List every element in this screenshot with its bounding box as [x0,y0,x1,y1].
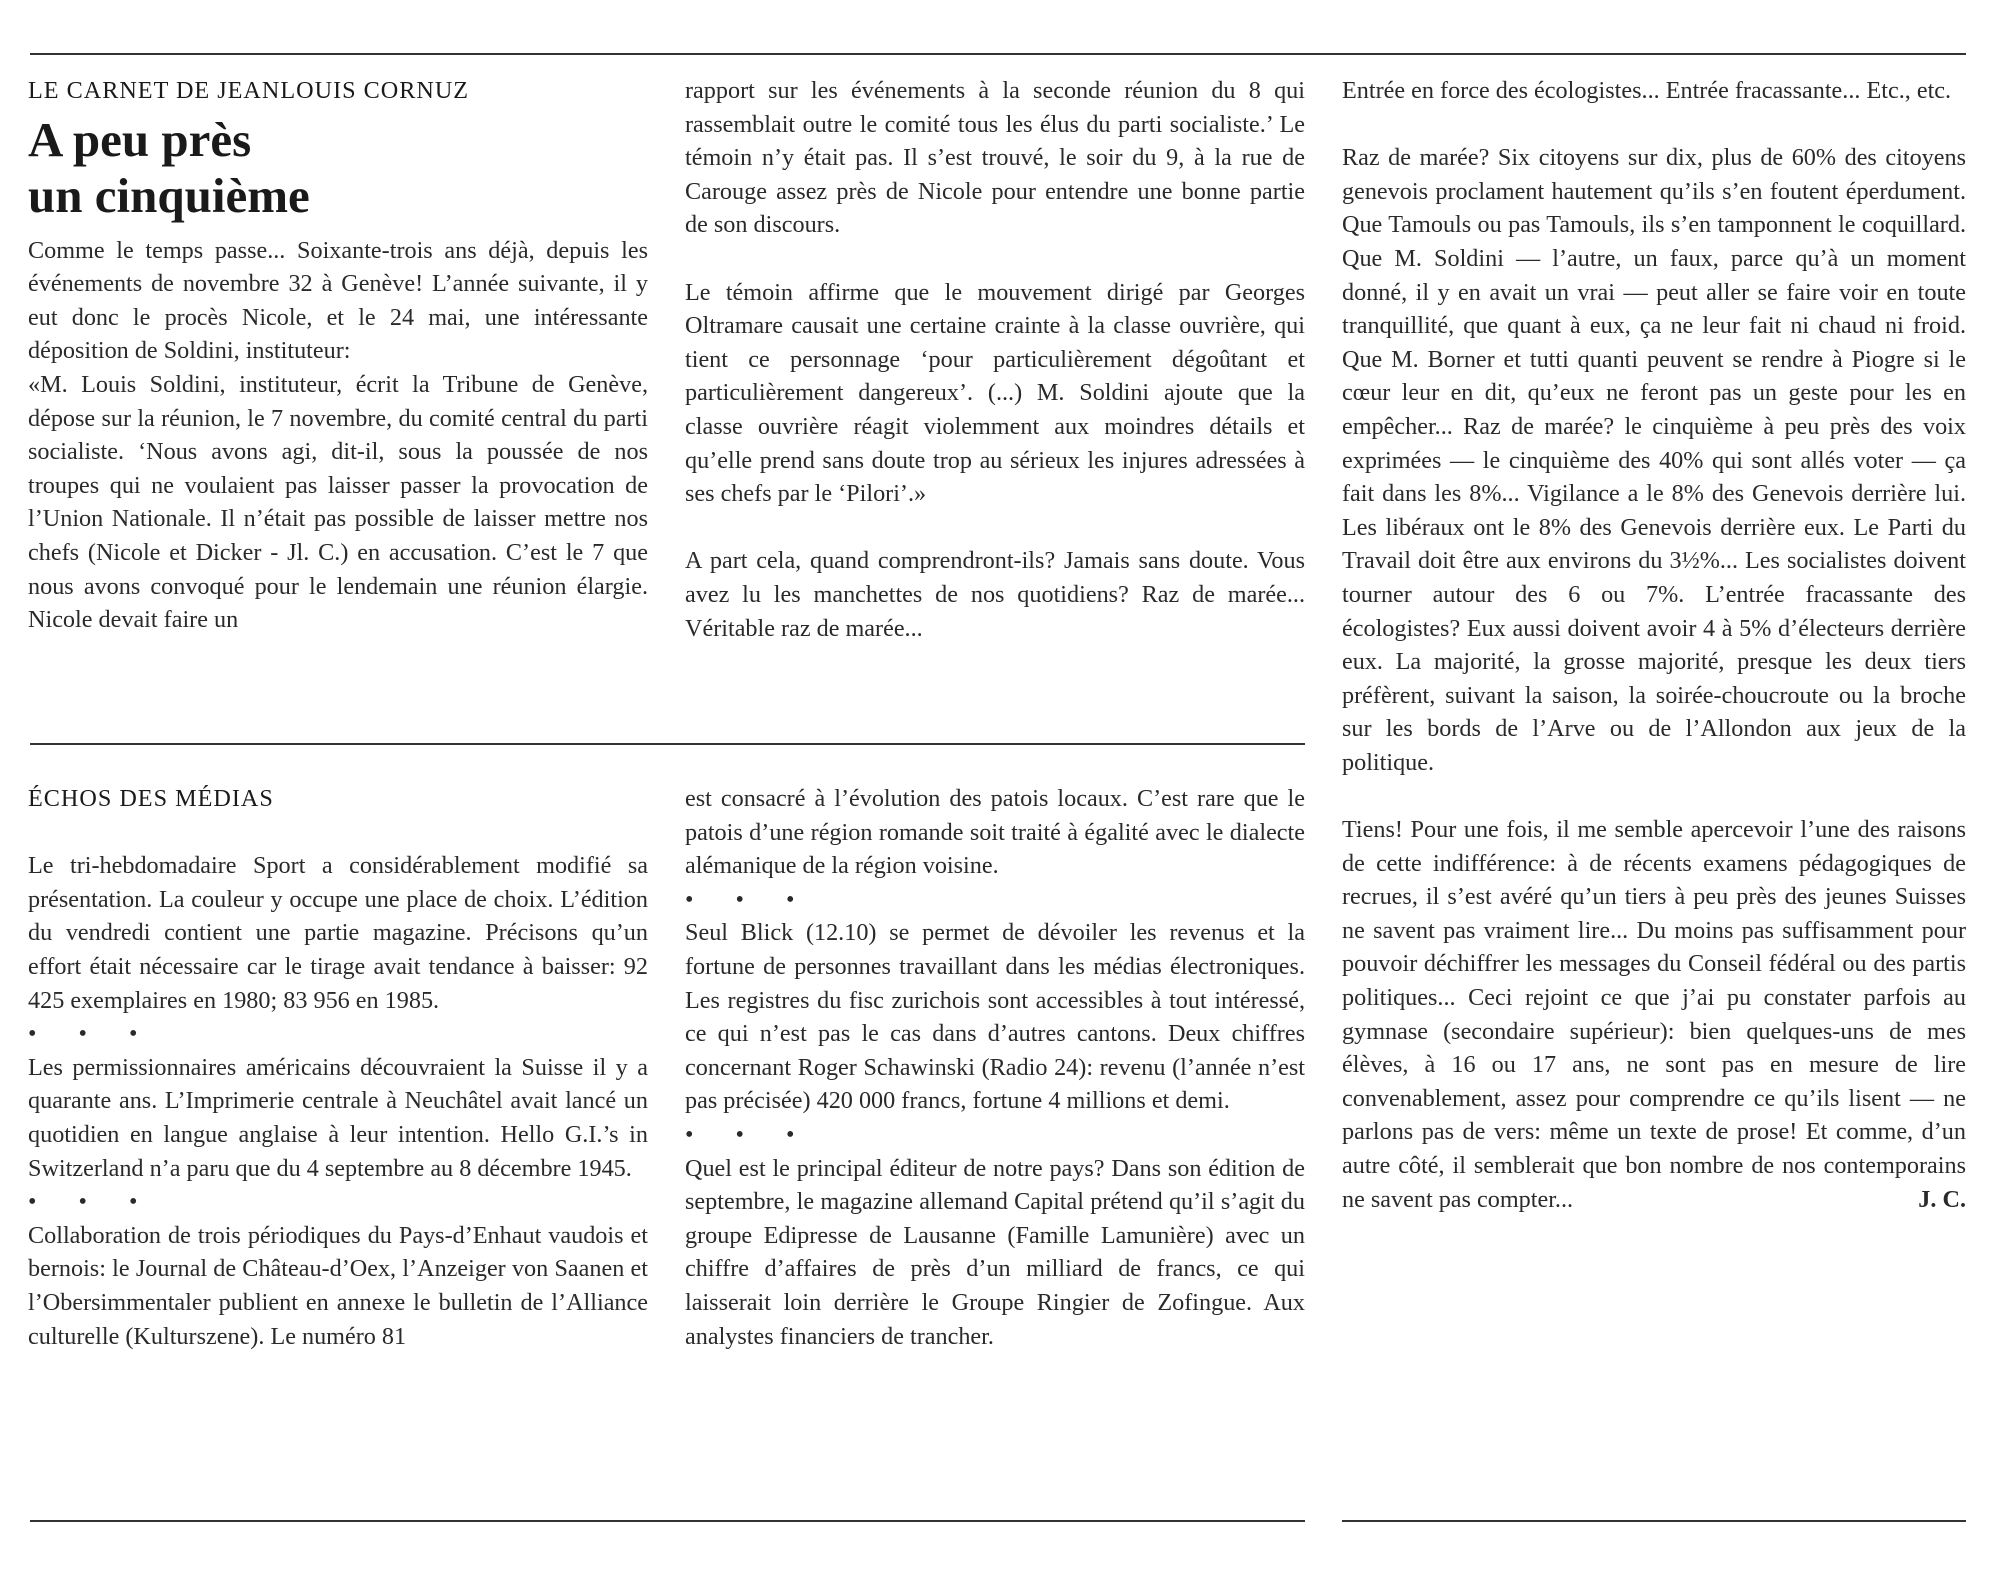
signature: J. C. [1918,1185,1966,1213]
bottom-rule-left [30,1520,1305,1522]
paragraph: rapport sur les événements à la seconde réunion du 8 qui rassemblait outre le comité tous les élus du parti socialiste.’ Le témoin n’y était pas. Il s’est trouvé, le soir du 9, à la rue de Carouge assez près de Nicole pour entendre une bonne partie de son discours. [685,77,1305,239]
separator-stars: • • • [685,1120,813,1148]
carnet-headline: A peu près un cinquième [28,111,310,223]
paragraph: Les permissionnaires américains découvraient la Suisse il y a quarante ans. L’Imprimerie centrale à Neuchâtel avait lancé un quotidien en langue anglaise à leur intention. Hello G.I.’s in Switzerland n’a paru que du 4 septembre au 8 décembre 1945. [28,1053,648,1182]
paragraph: Raz de marée? Six citoyens sur dix, plus de 60% des citoyens genevois proclament hautement qu’ils s’en foutent éperdument. Que Tamouls ou pas Tamouls, ils s’en tamponnent le coquillard. Que M. Soldini — l’autre, un faux, parce qu’à un moment donné, il y en avait un vrai — peut aller se faire voir en toute tranquillité, que quant à eux, ça ne leur fait ni chaud ni froid. Que M. Borner et tutti quanti peuvent se rendre à Piogre si le cœur leur en dit, qu’eux ne feront pas un geste pour les en empêcher... Raz de marée? le cinquième à peu près des voix exprimées — le cinquième des 40% qui sont allés voter — ça fait dans les 8%... Vigilance a le 8% des Genevois derrière lui. Les libéraux ont le 8% des Genevois derrière eux. Le Parti du Travail doit être aux environs du 3½%... Les socialistes doivent tourner autour des 6 ou 7%. L’entrée fracassante des écologistes? Eux aussi doivent avoir 4 à 5% d’électeurs derrière eux. La majorité, la grosse majorité, presque les deux tiers préfèrent, suivant la saison, la soirée-choucroute ou la broche sur les bords de l’Arve ou de l’Allondon aux jeux de la politique. [1342,144,1966,776]
carnet-column-1 [28,74,648,637]
paragraph: Collaboration de trois périodiques du Pays-d’Enhaut vaudois et bernois: le Journal de Château-d’Oex, l’Anzeiger von Saanen et l’Obersimmentaler publient en annexe le bulletin de l’Alliance culturelle (Kulturszene). Le numéro 81 [28,1221,648,1350]
top-rule [30,53,1966,55]
echos-kicker: ÉCHOS DES MÉDIAS [28,785,274,812]
paragraph: Le tri-hebdomadaire Sport a considérablement modifié sa présentation. La couleur y occupe une place de choix. L’édition du vendredi contient une partie magazine. Précisons qu’un effort était nécessaire car le tirage avait tendance à baisser: 92 425 exemplaires en 1980; 83 956 en 1985. [28,852,648,1014]
middle-rule [30,743,1305,745]
paragraph: A part cela, quand comprendront-ils? Jamais sans doute. Vous avez lu les manchettes de nos quotidiens? Raz de marée... Véritable raz de marée... [685,547,1305,642]
paragraph: Quel est le principal éditeur de notre pays? Dans son édition de septembre, le magazine allemand Capital prétend qu’il s’agit du groupe Edipresse de Lausanne (Famille Lamunière) avec un chiffre d’affaires de près d’un milliard de francs, ce qui laisserait loin derrière le Groupe Ringier de Zofingue. Aux analystes financiers de trancher. [685,1154,1305,1350]
paragraph: Le témoin affirme que le mouvement dirigé par Georges Oltramare causait une certaine crainte à la classe ouvrière, qui tient ce personnage ‘pour particulièrement dégoûtant et particulièrement dangereux’. (...) M. Soldini ajoute que la classe ouvrière réagit violemment aux moindres détails et qu’elle prend sans doute trop au sérieux les injures adressées à ses chefs par le ‘Pilori’.» [685,278,1305,508]
paragraph: Tiens! Pour une fois, il me semble apercevoir l’une des raisons de cette indifférence: à de récents examens pédagogiques de recrues, il s’est avéré qu’un tiers à peu près des jeunes Suisses ne savent pas vraiment lire... Du moins pas suffisamment pour pouvoir déchiffrer les messages du Conseil fédéral ou des partis politiques... Ceci rejoint ce que j’ai pu constater parfois au gymnase (secondaire supérieur): bien quelques-uns de mes élèves, à 16 ou 17 ans, ne sont pas en mesure de lire convenablement, assez pour comprendre ce qu’ils lisent — ne parlons pas de vers: même un texte de prose! Et comme, d’un autre côté, il semblerait que bon nombre de nos contemporains ne savent pas compter... J. C. [1342,813,1966,1216]
echos-column-1 [28,782,648,1353]
carnet-column-2 [685,74,1305,645]
carnet-column-3 [1342,74,1966,1216]
paragraph: Comme le temps passe... Soixante-trois ans déjà, depuis les événements de novembre 32 à Genève! L’année suivante, il y eut donc le procès Nicole, et le 24 mai, une intéressante déposition de Soldini, instituteur: [28,236,648,365]
paragraph: «M. Louis Soldini, instituteur, écrit la Tribune de Genève, dépose sur la réunion, le 7 novembre, du comité central du parti socialiste. ‘Nous avons agi, dit-il, sous la poussée de nos troupes qui ne voulaient pas laisser passer la provocation de l’Union Nationale. Il n’était pas possible de laisser mettre nos chefs (Nicole et Dicker - Jl. C.) en accusation. C’est le 7 que nous avons convoqué pour le lendemain une réunion élargie. Nicole devait faire un [28,370,648,634]
separator-stars: • • • [28,1020,156,1048]
paragraph: Entrée en force des écologistes... Entrée fracassante... Etc., etc. [1342,77,1952,104]
separator-stars: • • • [28,1188,156,1216]
echos-column-2 [685,782,1305,1353]
separator-stars: • • • [685,885,813,913]
bottom-rule-right [1342,1520,1966,1522]
carnet-kicker: LE CARNET DE JEANLOUIS CORNUZ [28,77,470,104]
paragraph: Seul Blick (12.10) se permet de dévoiler les revenus et la fortune de personnes travaillant dans les médias électroniques. Les registres du fisc zurichois sont accessibles à tout intéressé, ce qui n’est pas le cas dans d’autres cantons. Deux chiffres concernant Roger Schawinski (Radio 24): revenu (l’année n’est pas précisée) 420 000 francs, fortune 4 millions et demi. [685,919,1305,1115]
paragraph: est consacré à l’évolution des patois locaux. C’est rare que le patois d’une région romande soit traité à égalité avec le dialecte alémanique de la région voisine. [685,785,1305,880]
